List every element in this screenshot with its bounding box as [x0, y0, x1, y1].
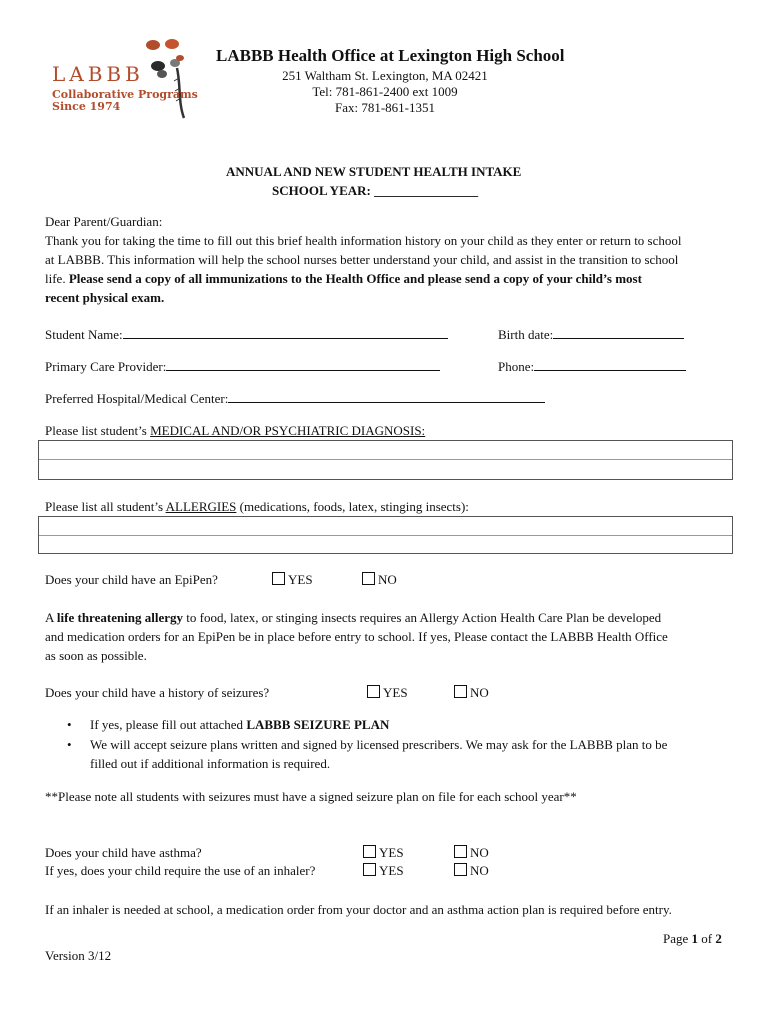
student-name-label: Student Name: [45, 327, 123, 342]
form-title: ANNUAL AND NEW STUDENT HEALTH INTAKE [226, 164, 522, 179]
seizure-yes-option[interactable] [367, 683, 408, 702]
seizure-note: **Please note all students with seizures must have a signed seizure plan on file for each school year** [45, 789, 577, 804]
allergy-note-text: to food, latex, or stinging insects requires an Allergy Action Health Care Plan be developed [183, 610, 662, 625]
allergies-prefix: Please list all student’s [45, 499, 166, 514]
seizure-no-option[interactable] [454, 683, 489, 702]
intro-line [45, 269, 642, 288]
allergy-note-text: A [45, 610, 57, 625]
asthma-yes-checkbox[interactable] [363, 845, 376, 858]
salutation: Dear Parent/Guardian: [45, 214, 163, 229]
logo-name: LABBB [52, 62, 144, 86]
epipen-no-label: NO [378, 572, 397, 587]
epipen-yes-label: YES [288, 572, 313, 587]
inhaler-yes-label: YES [379, 863, 404, 878]
allergy-note-bold: life threatening allergy [56, 610, 184, 625]
intro-text: life. [45, 271, 69, 286]
bullet-dot: • [67, 737, 72, 752]
allergies-label: ALLERGIES [165, 499, 237, 514]
logo-dot [165, 39, 179, 49]
asthma-no-label: NO [470, 845, 489, 860]
logo-dot [146, 40, 160, 50]
allergies-input-row[interactable] [39, 517, 732, 536]
pcp-field[interactable] [166, 357, 440, 371]
epipen-question: Does your child have an EpiPen? [45, 572, 218, 587]
page-number [663, 929, 722, 948]
seizure-plan-label: LABBB SEIZURE PLAN [246, 717, 390, 732]
inhaler-no-option[interactable] [454, 861, 489, 880]
hospital-field[interactable] [228, 389, 545, 403]
seizure-bullet-text: If yes, please fill out attached [90, 717, 247, 732]
hospital-row [45, 389, 545, 408]
logo-since: Since 1974 [52, 100, 121, 113]
logo-dot [157, 70, 167, 78]
inhaler-no-label: NO [470, 863, 489, 878]
birth-date-field[interactable] [553, 325, 684, 339]
allergies-prompt [45, 497, 469, 516]
allergy-note-line: and medication orders for an EpiPen be in place before entry to school. If yes, Please contact the LABBB Health Office [45, 629, 668, 644]
intro-line: Thank you for taking the time to fill out this brief health information history on your child as they enter or return to school [45, 233, 682, 248]
allergies-suffix: (medications, foods, latex, stinging insects): [236, 499, 469, 514]
inhaler-yes-checkbox[interactable] [363, 863, 376, 876]
hospital-label: Preferred Hospital/Medical Center: [45, 391, 229, 406]
header-tel: Tel: 781-861-2400 ext 1009 [312, 84, 458, 99]
allergy-note-line: as soon as possible. [45, 648, 147, 663]
birth-date-label: Birth date: [498, 327, 554, 342]
diagnosis-input-row[interactable] [39, 460, 732, 478]
diagnosis-box [38, 440, 733, 480]
seizure-bullet-2: We will accept seizure plans written and signed by licensed prescribers. We may ask for the LABBB plan to be [90, 737, 668, 752]
header-address: 251 Waltham St. Lexington, MA 02421 [282, 68, 488, 83]
asthma-question: Does your child have asthma? [45, 845, 202, 860]
student-name-field[interactable] [123, 325, 448, 339]
intro-bold-text: recent physical exam. [45, 290, 165, 305]
logo-tagline: Collaborative Programs [52, 88, 198, 101]
seizure-no-checkbox[interactable] [454, 685, 467, 698]
diagnosis-prefix: Please list student’s [45, 423, 151, 438]
page-prefix: Page [663, 931, 692, 946]
header-title: LABBB Health Office at Lexington High School [216, 46, 565, 65]
version-label: Version 3/12 [45, 948, 112, 963]
allergies-box [38, 516, 733, 554]
seizure-yes-label: YES [383, 685, 408, 700]
page-total: 2 [715, 931, 722, 946]
seizure-no-label: NO [470, 685, 489, 700]
seizure-question: Does your child have a history of seizures? [45, 685, 270, 700]
asthma-no-option[interactable] [454, 843, 489, 862]
pcp-label: Primary Care Provider: [45, 359, 167, 374]
phone-field[interactable] [534, 357, 686, 371]
diagnosis-input-row[interactable] [39, 441, 732, 460]
student-name-row [45, 325, 448, 344]
inhaler-yes-option[interactable] [363, 861, 404, 880]
pcp-row [45, 357, 440, 376]
inhaler-note: If an inhaler is needed at school, a medication order from your doctor and an asthma action plan is required before entry. [45, 902, 672, 917]
school-year-line: SCHOOL YEAR: ________________ [272, 183, 479, 198]
intro-line: at LABBB. This information will help the school nurses better understand your child, and assist in the transition to school [45, 252, 679, 267]
intro-bold-text: Please send a copy of all immunizations to the Health Office and please send a copy of your child’s most [68, 271, 642, 286]
allergy-note [45, 608, 661, 627]
logo-dot [176, 55, 184, 61]
epipen-no-option[interactable] [362, 570, 397, 589]
epipen-no-checkbox[interactable] [362, 572, 375, 585]
seizure-bullet-1 [90, 715, 389, 734]
allergies-input-row[interactable] [39, 536, 732, 554]
diagnosis-label: MEDICAL AND/OR PSYCHIATRIC DIAGNOSIS: [150, 423, 426, 438]
birth-date-row [498, 325, 684, 344]
header-fax: Fax: 781-861-1351 [334, 100, 436, 115]
asthma-yes-label: YES [379, 845, 404, 860]
page-of: of [698, 931, 716, 946]
inhaler-question: If yes, does your child require the use of an inhaler? [45, 863, 316, 878]
epipen-yes-checkbox[interactable] [272, 572, 285, 585]
diagnosis-prompt [45, 421, 425, 440]
seizure-yes-checkbox[interactable] [367, 685, 380, 698]
phone-label: Phone: [498, 359, 535, 374]
phone-row [498, 357, 686, 376]
inhaler-no-checkbox[interactable] [454, 863, 467, 876]
asthma-no-checkbox[interactable] [454, 845, 467, 858]
page-current: 1 [691, 931, 699, 946]
asthma-yes-option[interactable] [363, 843, 404, 862]
bullet-dot: • [67, 717, 72, 732]
logo-dot [151, 61, 165, 71]
epipen-yes-option[interactable] [272, 570, 313, 589]
labbb-logo [50, 36, 200, 122]
seizure-bullet-2-cont: filled out if additional information is required. [90, 756, 331, 771]
